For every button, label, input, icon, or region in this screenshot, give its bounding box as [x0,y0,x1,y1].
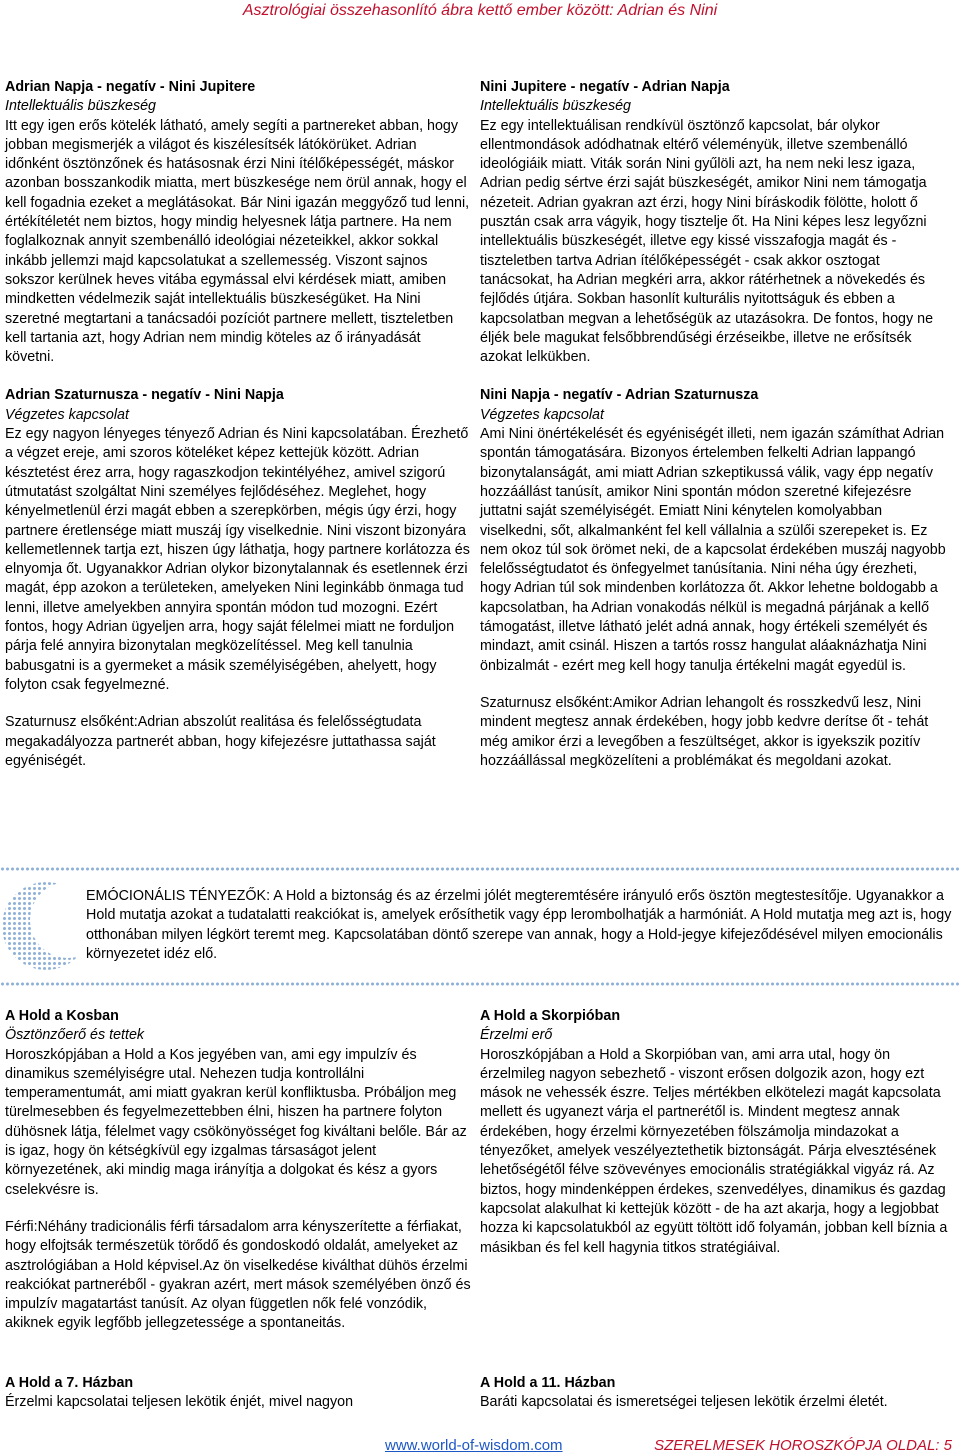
section-paragraph: Érzelmi kapcsolatai teljesen lekötik énjét, mivel nagyon [5,1394,354,1411]
section-paragraph: Baráti kapcsolatai és ismeretségei teljesen lekötik érzelmi életét. [480,1394,888,1411]
section-adrian-sun-nini-jupiter [5,78,473,367]
section-nini-sun-adrian-saturn [480,386,952,771]
section-subtitle: Intellektuális büszkeség [480,98,631,115]
moon-7th-house-section [5,1374,473,1413]
moon-aries-section [5,1007,473,1334]
page-footer [0,1437,960,1456]
section-adrian-saturn-nini-sun [5,386,473,771]
section-paragraph: Szaturnusz elsőként:Adrian abszolút realitása és felelősségtudata megakadályozza partnerét abban, hogy kifejezésre juttathassa saját egyéniségét. [5,714,436,769]
section-title: A Hold a 7. Házban [5,1375,134,1391]
section-title: Nini Napja - negatív - Adrian Szaturnusza [480,387,759,404]
section-paragraph: Itt egy igen erős kötelék látható, amely segíti a partnereket abban, hogy jobban megismerjék a világot és kiszélesítsék látókörüket. Adrian időnként ösztönzőnek és hatásosnak érzi Nini ítélőképességét, máskor azonban bosszankodik miatta, mert büszkesége nem örül annak, hogy el kell fogadnia ezeket a meglátásokat. Bár Nini igazán meggyőző tud lenni, értékítéletét nem biztos, hogy mindig helyesnek látja partnere. Ha nem foglalkoznak annyit szembenálló ideológiai nézeteikkel, akkor sokkal inkább jellemzi majd kapcsolatukat a szellemesség. Viszont sajnos sokszor kerülnek heves vitába egymással elvi kérdések miatt, amiben mindketten védelmezik saját intellektuális büszkeségüket. Ha Nini szeretné megtartani a tanácsadói pozíciót partnere mellett, tiszteletben kell tartania azt, hogy Adrian nem mindig köteles az ő irányadását követni. [5,117,470,366]
dotted-divider [0,981,960,987]
crescent-moon-icon [2,876,88,976]
top-left-column [5,78,473,789]
section-subtitle: Érzelmi erő [480,1027,553,1044]
dotted-divider [0,866,960,872]
section-paragraph: Ami Nini önértékelését és egyéniségét illeti, nem igazán számíthat Adrian spontán támogatására. Bizonyos értelemben felkelti Adrian lappangó bizonytalanságát, ami miatt Adrian szkeptikussá válik, vagy épp negatív hozzáállást tanúsít, amikor Nini spontán módon szeretné kifejezésre juttatni saját személyiségét. Emiatt Nini kénytelen komolyabban viselkedni, sőt, alkalmanként fel kell vállalnia a szülői szerepeket is. Ez nem okoz túl sok örömet neki, de a kapcsolat érdekében muszáj nagyobb felelősségtudatot és önfegyelmet tanúsítania. Nini néha úgy érezheti, hogy Adrian túl sok mindenben korlátozza őt. Akkor lehetne boldogabb a kapcsolatban, ha Adrian vonakodás nélkül is megadná párjának a kellő támogatást, illetve látható jelét adná annak, hogy értékeli személyét és mindazt, amit csinál. Hiszen a tartós rossz hangulat aláaknázhatja Nini önbizalmát - ezért meg kell hogy tanulja értékelni magát egyedül is. [480,426,946,674]
section-nini-jupiter-adrian-sun [480,78,952,367]
section-title: Adrian Szaturnusza - negatív - Nini Napja [5,387,284,404]
section-title: Nini Jupitere - negatív - Adrian Napja [480,79,730,95]
section-subtitle: Végzetes kapcsolat [480,406,604,423]
section-title: A Hold a Kosban [5,1008,119,1024]
section-paragraph: Horoszkópjában a Hold a Skorpióban van, ami arra utal, hogy ön érzelmileg nagyon sebezhető - viszont erősen dolgozik azon, hogy ezt mások ne vehessék észre. Teljes mértékben elkötelezi magát kapcsolata mellett és ugyanezt várja el partnerétől is. Mindent megtesz annak érdekében, hogy érzelmi környezetében fölszámolja mindazokat a tényezőket, amelyek veszélyeztethetik biztonságát. Párja elvesztésének lehetőségétől félve szövevényes emocionális stratégiákkal vigyáz rá. Az biztos, hogy mindenképpen érdekes, szenvedélyes, dinamikus és gazdag kapcsolat alakulhat ki kettejük között - de ha azt akarja, hogy a legjobbat hozza ki kapcsolatukból az együtt töltött idő folyamán, jobban kell bíznia a másikban és fel kell hagynia titkos stratégiáival. [480,1046,948,1256]
section-paragraph: Férfi:Néhány tradicionális férfi társadalom arra kényszerítette a férfiakat, hogy elfojtsák természetük törődő és gondoskodó oldalát, amelyeket az asztrológiában a Hold képvisel.Az ön viselkedése kiválthat dühös érzelmi reakciókat partneréből - gyakran azért, mert mások személyében önző és impulzív magatartást tanúsít. Az olyan független nők felé vonzódik, akiknek egyik legfőbb jellegzetessége a spontaneitás. [5,1218,471,1332]
website-link[interactable]: www.world-of-wisdom.com [385,1437,563,1454]
section-subtitle: Intellektuális büszkeség [5,98,156,115]
moon-scorpio-section [480,1007,952,1258]
page-label: SZERELMESEK HOROSZKÓPJA OLDAL: 5 [654,1437,952,1454]
section-paragraph: Ez egy nagyon lényeges tényező Adrian és Nini kapcsolatában. Érezhető a végzet ereje, ami szoros köteléket képez kettejük között. Adrian késztetést érez arra, hogy ragaszkodjon tekintélyéhez, amivel szigorú útmutatást szolgáltat Nini személyes fejlődéséhez. Meglehet, hogy kényelmetlenül érzi magát ebben a szerepkörben, mégis úgy érzi, hogy partnere éretlensége miatt muszáj így viselkednie. Nini viszont bizonyára kellemetlennek tartja ezt, hiszen úgy láthatja, hogy partnere korlátozza és elnyomja őt. Ugyanakkor Adrian olykor bizonytalannak és esetlennek érzi magát, épp azokon a területeken, amelyeken Nini leginkább önmaga tud lenni, illetve amelyekben annyira spontán módon tud mozogni. Ezért fontos, hogy Adrian ügyeljen arra, hogy saját félelmei miatt ne forduljon párja felé annyira bizonytalan megközelítéssel. Meg kell tanulnia babusgatni is a gyermeket a másik személyiségében, ahelyett, hogy folyton csak fegyelmezné. [5,426,470,693]
section-paragraph: Szaturnusz elsőként:Amikor Adrian lehangolt és rosszkedvű lesz, Nini mindent megtesz annak érdekében, hogy jobb kedvre derítse őt - tehát még amikor érzi a levegőben a feszültséget, akkor is igyekszik pozitív hozzáállással megközelíteni a problémákat és megoldani azokat. [480,694,929,769]
page-header: Asztrológiai összehasonlító ábra kettő ember között: Adrian és Nini [242,2,718,19]
section-subtitle: Végzetes kapcsolat [5,406,129,423]
moon-11th-house-section [480,1374,952,1413]
section-title: A Hold a 11. Házban [480,1375,616,1391]
section-paragraph: Horoszkópjában a Hold a Kos jegyében van, ami egy impulzív és dinamikus személyiségre utal. Nehezen tudja kontrollálni temperamentumát, ami miatt gyakran kerül konfliktusba. Próbáljon meg türelmesebben és fegyelmezettebben élni, hiszen ha partnere folyton dühösnek látja, félelmet vagy csökönyösséget fog kiváltani belőle. Bár az is igaz, hogy ön kétségkívül egy izgalmas társaságot jelent környezetének, aki mindig maga irányítja a dolgokat és kész a gyors cselekvésre is. [5,1046,467,1198]
top-right-column [480,78,952,789]
emotional-factors-text: EMÓCIONÁLIS TÉNYEZŐK: A Hold a biztonság és az érzelmi jólét megteremtésére irányuló erős ösztön megtestesítője. Ugyanakkor a Hold mutatja azokat a tudatalatti reakciókat is, amelyek erősíthetik vagy épp lerombolhatják a harmóniát. A Hold mutatja meg azt is, hogy otthonában milyen légkört teremt meg. Kapcsolatában döntő szerepe van annak, hogy a Hold-jegye kifejeződésével milyen emocionális környezetet idéz elő. [86,888,952,962]
section-title: A Hold a Skorpióban [480,1008,621,1024]
section-subtitle: Ösztönzőerő és tettek [5,1027,145,1044]
section-paragraph: Ez egy intellektuálisan rendkívül ösztönző kapcsolat, bár olykor ellentmondások adódhatnak eltérő véleményük, illetve szembenálló ideológiáik miatt. Viták során Nini gyűlöli azt, ha nem neki lesz igaza, Adrian pedig sértve érzi saját büszkeségét, amikor Nini nem támogatja nézeteit. Adrian gyakran azt érzi, hogy Nini bíráskodik fölötte, holott ő pusztán csak arra vágyik, hogy tisztelje őt. Ha Nini képes lesz legyőzni intellektuális büszkeségét, illetve egy kissé visszafogja magát és - tiszteletben tartva Adrian ítélőképességét - csak akkor osztogat tanácsokat, ha Adrian megkéri arra, akkor rátérhetnek a növekedés és fejlődés útjára. Sokban hasonlít kulturális nyitottságuk és ebben a kapcsolatban megvan a lehetőségük az utazásokra. De fontos, hogy ne éljék bele magukat felsőbbrendűségi érzéseikbe, illetve ne erősítsék azokat lelkükben. [480,117,934,366]
section-title: Adrian Napja - negatív - Nini Jupitere [5,79,256,95]
